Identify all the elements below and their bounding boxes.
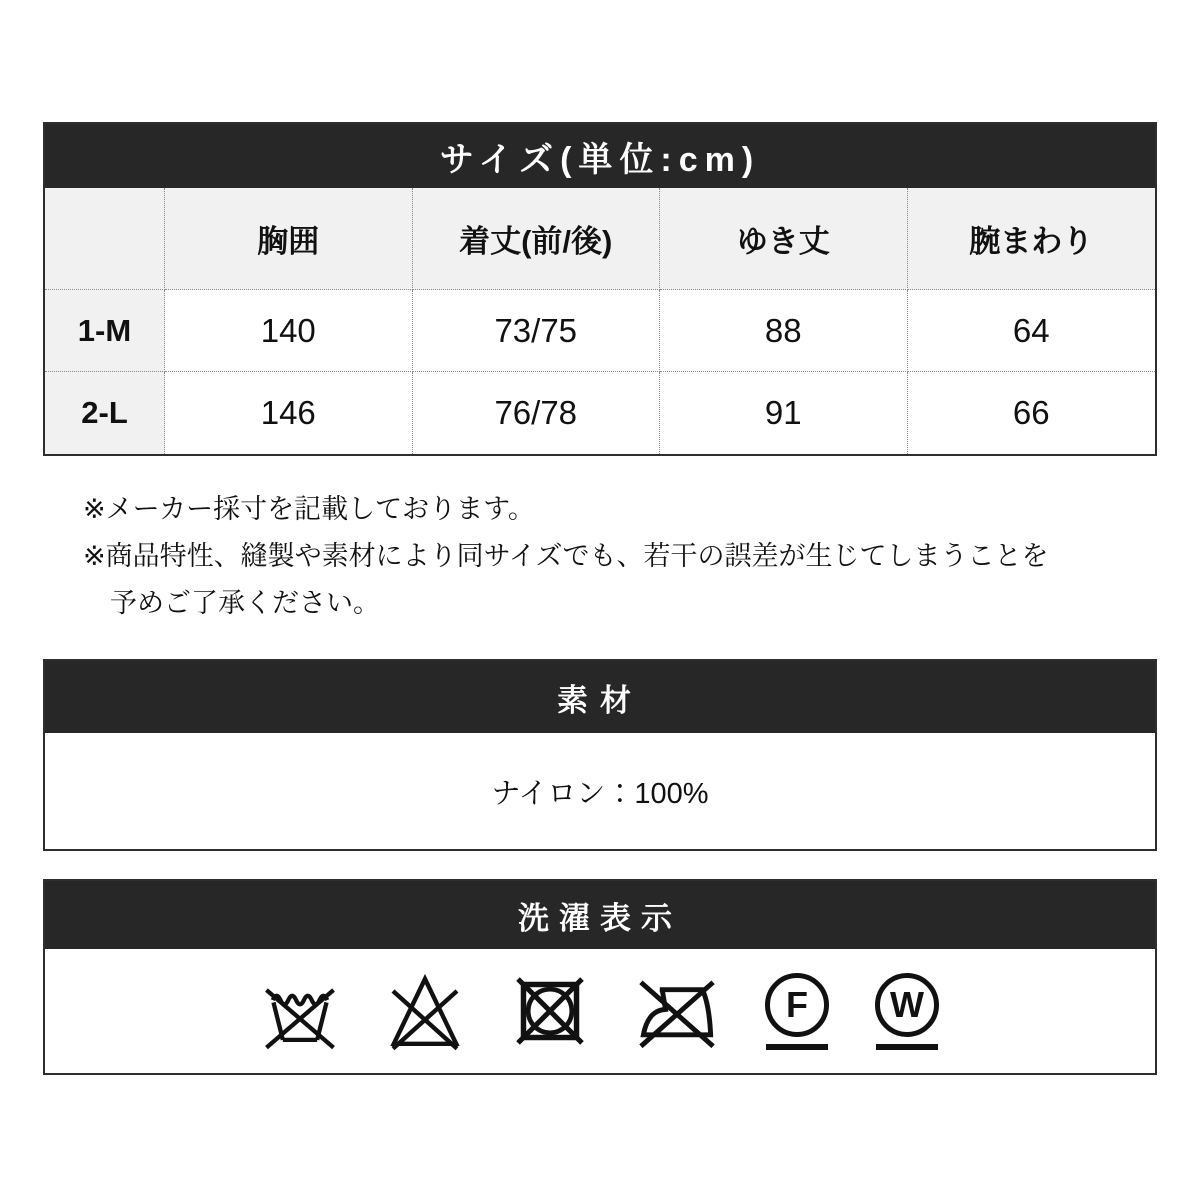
material-content: ナイロン：100%: [45, 733, 1155, 849]
material-title: 素材: [45, 661, 1155, 733]
size-value-cell: 76/78: [413, 372, 661, 454]
column-header-arm: 腕まわり: [908, 188, 1156, 290]
size-table-title: サイズ(単位:cm): [45, 124, 1155, 188]
product-spec-sheet: [43, 0, 1157, 1075]
column-header-chest: 胸囲: [165, 188, 413, 290]
do-not-tumble-dry-icon: [511, 970, 589, 1052]
wet-clean-letter: W: [875, 973, 939, 1037]
do-not-wash-icon: [261, 970, 339, 1052]
dry-clean-letter: F: [765, 973, 829, 1037]
size-value-cell: 91: [660, 372, 908, 454]
gentle-process-bar: [766, 1044, 828, 1050]
size-value-cell: 140: [165, 290, 413, 372]
do-not-bleach-icon: [385, 970, 465, 1052]
size-value-cell: 66: [908, 372, 1156, 454]
material-section: [43, 659, 1157, 851]
size-table: [43, 122, 1157, 456]
dry-clean-f-icon: [765, 973, 829, 1050]
care-icons-row: [45, 949, 1155, 1073]
gentle-process-bar: [876, 1044, 938, 1050]
care-section: [43, 879, 1157, 1075]
size-value-cell: 88: [660, 290, 908, 372]
column-header-length: 着丈(前/後): [413, 188, 661, 290]
row-label-2-l: 2-L: [45, 372, 165, 454]
wet-clean-w-icon: [875, 973, 939, 1050]
corner-cell: [45, 188, 165, 290]
note-line: ※メーカー採寸を記載しております。: [83, 494, 535, 524]
size-value-cell: 64: [908, 290, 1156, 372]
size-value-cell: 73/75: [413, 290, 661, 372]
note-line: 予めご了承ください。: [110, 588, 380, 618]
column-header-sleeve: ゆき丈: [660, 188, 908, 290]
measurement-notes: [83, 486, 1157, 627]
do-not-iron-icon: [635, 970, 719, 1052]
row-label-1-m: 1-M: [45, 290, 165, 372]
size-value-cell: 146: [165, 372, 413, 454]
care-title: 洗濯表示: [45, 881, 1155, 949]
size-grid: [45, 188, 1155, 454]
note-line: ※商品特性、縫製や素材により同サイズでも、若干の誤差が生じてしまうことを: [83, 541, 1049, 571]
